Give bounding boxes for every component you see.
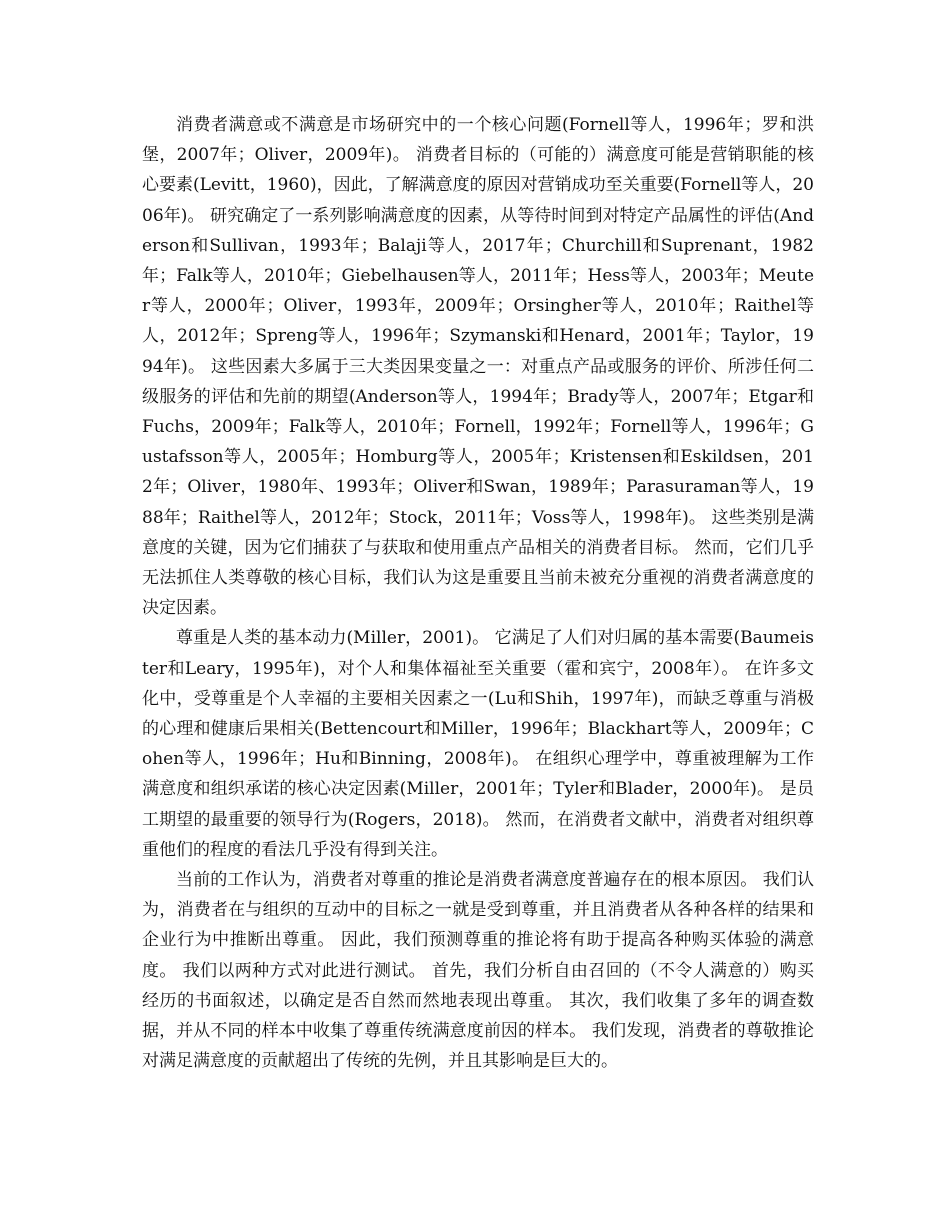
document-body xyxy=(142,110,814,1077)
paragraph-satisfaction-antecedents: 消费者满意或不满意是市场研究中的一个核心问题(Fornell等人，1996年；罗和洪堡，2007年；Oliver，2009年)。 消费者目标的（可能的）满意度可能是营销职能的核心要素(Levitt，1960)，因此，了解满意度的原因对营销成功至关重要(Fornell等人，2006年)。 研究确定了一系列影响满意度的因素，从等待时间到对特定产品属性的评估(Anderson和Sullivan，1993年；Balaji等人，2017年；Churchill和Suprenant，1982年；Falk等人，2010年；Giebelhausen等人，2011年；Hess等人，2003年；Meuter等人，2000年；Oliver，1993年，2009年；Orsingher等人，2010年；Raithel等人，2012年；Spreng等人，1996年；Szymanski和Henard，2001年；Taylor，1994年)。 这些因素大多属于三大类因果变量之一：对重点产品或服务的评价、所涉任何二级服务的评估和先前的期望(Anderson等人，1994年；Brady等人，2007年；Etgar和Fuchs，2009年；Falk等人，2010年；Fornell，1992年；Fornell等人，1996年；Gustafsson等人，2005年；Homburg等人，2005年；Kristensen和Eskildsen，2012年；Oliver，1980年、1993年；Oliver和Swan，1989年；Parasuraman等人，1988年；Raithel等人，2012年；Stock，2011年；Voss等人，1998年)。 这些类别是满意度的关键，因为它们捕获了与获取和使用重点产品相关的消费者目标。 然而，它们几乎无法抓住人类尊敬的核心目标，我们认为这是重要且当前未被充分重视的消费者满意度的决定因素。 xyxy=(142,115,814,619)
paragraph-current-work-hypothesis: 当前的工作认为，消费者对尊重的推论是消费者满意度普遍存在的根本原因。 我们认为，消费者在与组织的互动中的目标之一就是受到尊重，并且消费者从各种各样的结果和企业行为中推断出尊重。 因此，我们预测尊重的推论将有助于提高各种购买体验的满意度。 我们以两种方式对此进行测试。 首先，我们分析自由召回的（不令人满意的）购买经历的书面叙述，以确定是否自然而然地表现出尊重。 其次，我们收集了多年的调查数据，并从不同的样本中收集了尊重传统满意度前因的样本。 我们发现，消费者的尊敬推论对满足满意度的贡献超出了传统的先例，并且其影响是巨大的。 xyxy=(142,870,814,1072)
paragraph-respect-as-human-motive: 尊重是人类的基本动力(Miller，2001)。 它满足了人们对归属的基本需要(Baumeister和Leary，1995年)，对个人和集体福祉至关重要（霍和宾宁，2008年）。 在许多文化中，受尊重是个人幸福的主要相关因素之一(Lu和Shih，1997年)，而缺乏尊重与消极的心理和健康后果相关(Bettencourt和Miller，1996年；Blackhart等人，2009年；Cohen等人，1996年；Hu和Binning，2008年)。 在组织心理学中，尊重被理解为工作满意度和组织承诺的核心决定因素(Miller，2001年；Tyler和Blader，2000年)。 是员工期望的最重要的领导行为(Rogers，2018)。 然而，在消费者文献中，消费者对组织尊重他们的程度的看法几乎没有得到关注。 xyxy=(142,628,814,860)
